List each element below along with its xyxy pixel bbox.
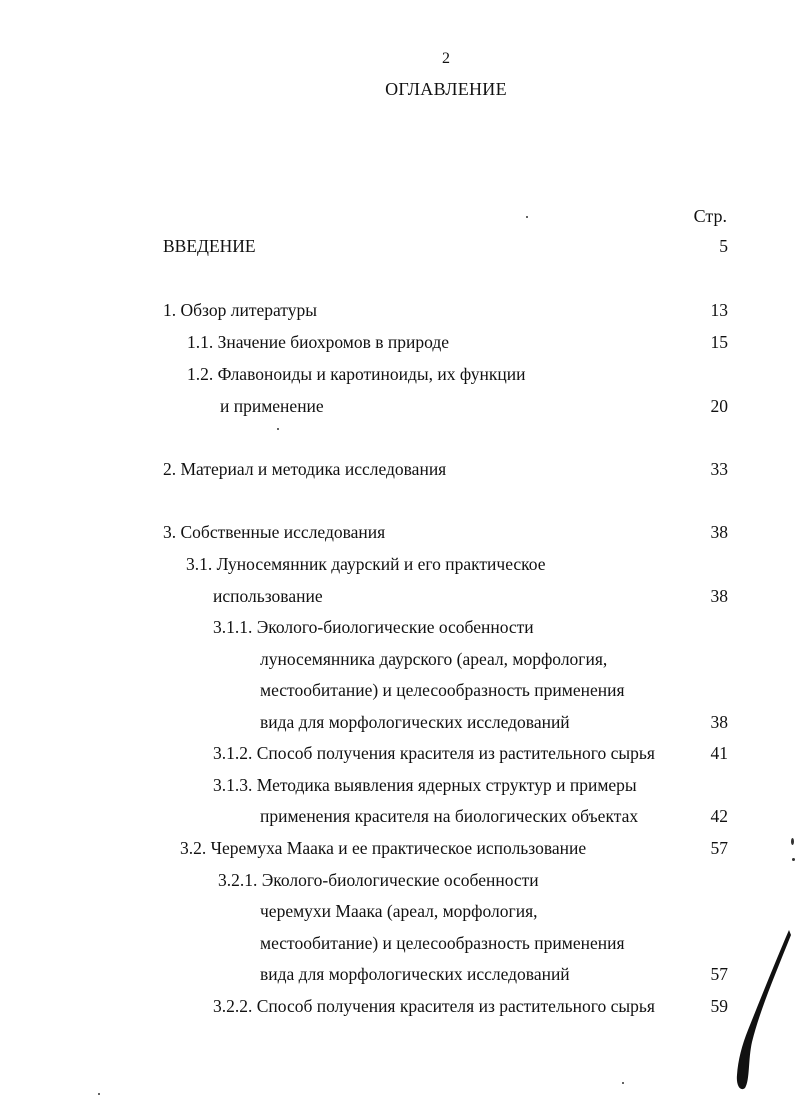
toc-entry-text: применения красителя на биологических объектах (260, 806, 639, 826)
toc-entry-text: 3.1.3. Методика выявления ядерных структур и примеры (213, 775, 637, 795)
toc-entry-page: 42 (710, 806, 728, 826)
page-number: 2 (442, 50, 450, 67)
scan-speck (277, 428, 279, 430)
toc-entry-text: ВВЕДЕНИЕ (163, 236, 256, 256)
toc-entry-page: 15 (710, 332, 728, 352)
toc-entry-page: 57 (710, 838, 728, 858)
toc-entry-text: 3. Собственные исследования (163, 522, 386, 542)
toc-entry-page: 13 (710, 300, 728, 320)
toc-entry-text: 2. Материал и методика исследования (163, 459, 447, 479)
page-column-label: Стр. (693, 206, 727, 226)
toc-entry-text: и применение (220, 396, 324, 416)
toc-entry-text: местообитание) и целесообразность применения (260, 680, 625, 700)
toc-entry-page: 20 (710, 396, 728, 416)
toc-entry-text: 3.2.1. Эколого-биологические особенности (218, 870, 539, 890)
toc-entry-text: вида для морфологических исследований (260, 712, 570, 732)
toc-entry-text: 3.2.2. Способ получения красителя из растительного сырья (213, 996, 655, 1016)
toc-entry-text: 1.2. Флавоноиды и каротиноиды, их функции (187, 364, 526, 384)
toc-entry-text: луносемянника даурского (ареал, морфология, (260, 649, 608, 669)
scan-speck (622, 1082, 624, 1084)
toc-entry-text: 1.1. Значение биохромов в природе (187, 332, 450, 352)
page-title: ОГЛАВЛЕНИЕ (385, 79, 507, 99)
toc-entry-text: местообитание) и целесообразность применения (260, 933, 625, 953)
toc-entry-page: 41 (710, 743, 728, 763)
toc-entry-page: 57 (710, 964, 728, 984)
toc-entry-text: вида для морфологических исследований (260, 964, 570, 984)
toc-entry-page: 38 (710, 712, 728, 732)
toc-entry-text: использование (213, 586, 323, 606)
toc-entry-text: 3.2. Черемуха Маака и ее практическое использование (180, 838, 587, 858)
toc-entry-text: 1. Обзор литературы (163, 300, 317, 320)
toc-entry-page: 5 (719, 236, 728, 256)
toc-entry-text: черемухи Маака (ареал, морфология, (260, 901, 538, 921)
toc-entry-page: 33 (710, 459, 728, 479)
toc-entry-page: 59 (710, 996, 728, 1016)
scan-speck (98, 1093, 100, 1095)
scan-speck (791, 838, 794, 845)
scan-speck (526, 216, 528, 218)
toc-entry-page: 38 (710, 586, 728, 606)
toc-entry-page: 38 (710, 522, 728, 542)
toc-entry-text: 3.1. Луносемянник даурский и его практическое (186, 554, 546, 574)
toc-entry-text: 3.1.1. Эколого-биологические особенности (213, 617, 534, 637)
scan-speck (792, 858, 795, 861)
toc-entry-text: 3.1.2. Способ получения красителя из растительного сырья (213, 743, 655, 763)
